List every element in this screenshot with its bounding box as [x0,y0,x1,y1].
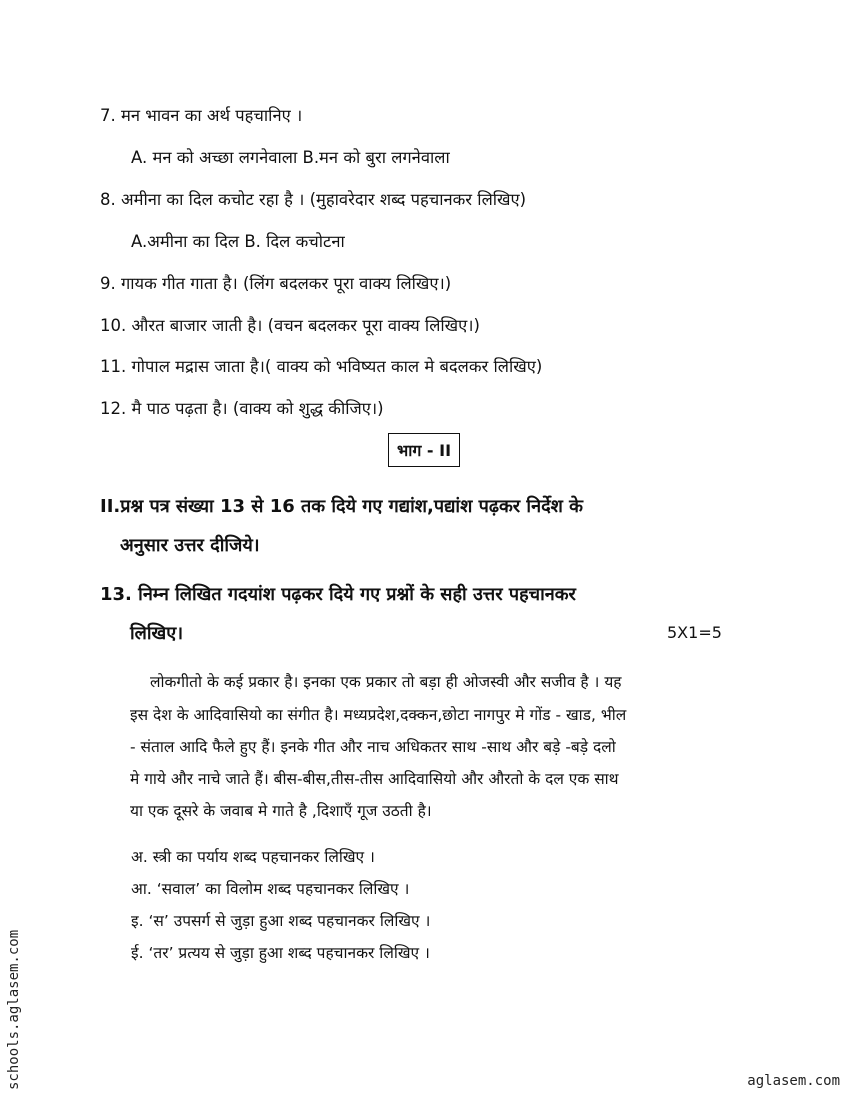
sub-question: इ. ‘स’ उपसर्ग से जुड़ा हुआ शब्द पहचानकर लिखिए । [131,912,431,930]
question-13-heading-line1: 13. निम्न लिखित गदयांश पढ़कर दिये गए प्रश्नों के सही उत्तर पहचानकर [100,584,576,605]
side-watermark: schools.aglasem.com [6,929,22,1090]
question-13-heading-line2: लिखिए। [130,623,184,644]
question-9: 9. गायक गीत गाता है। (लिंग बदलकर पूरा वाक्य लिखिए।) [100,274,452,293]
passage-line: या एक दूसरे के जवाब मे गाते है ,दिशाएँ गूज उठती है। [130,802,432,820]
passage-line: मे गाये और नाचे जाते हैं। बीस-बीस,तीस-तीस आदिवासियो और औरतो के दल एक साथ [130,770,619,788]
passage-line: लोकगीतो के कई प्रकार है। इनका एक प्रकार तो बड़ा ही ओजस्वी और सजीव है । यह [150,673,622,691]
sub-question: अ. स्त्री का पर्याय शब्द पहचानकर लिखिए । [131,848,375,866]
passage-line: - संताल आदि फैले हुए हैं। इनके गीत और नाच अधिकतर साथ -साथ और बड़े -बड़े दलो [130,738,616,756]
bottom-watermark: aglasem.com [747,1073,840,1089]
sub-question: ई. ‘तर’ प्रत्यय से जुड़ा हुआ शब्द पहचानकर लिखिए । [131,944,430,962]
question-13-marks: 5X1=5 [667,623,722,642]
question-11: 11. गोपाल मद्रास जाता है।( वाक्य को भविष्यत काल मे बदलकर लिखिए) [100,357,543,376]
question-8: 8. अमीना का दिल कचोट रहा है । (मुहावरेदार शब्द पहचानकर लिखिए) [100,190,527,209]
part-2-instruction-line1: II.प्रश्न पत्र संख्या 13 से 16 तक दिये गए गद्यांश,पद्यांश पढ़कर निर्देश के [100,496,583,517]
question-12: 12. मै पाठ पढ़ता है। (वाक्य को शुद्ध कीजिए।) [100,399,384,418]
passage-line: इस देश के आदिवासियो का संगीत है। मध्यप्रदेश,दक्कन,छोटा नागपुर मे गोंड - खाड, भील [130,706,627,724]
sub-question: आ. ‘सवाल’ का विलोम शब्द पहचानकर लिखिए । [131,880,410,898]
part-2-label: भाग - II [388,433,460,467]
part-2-instruction-line2: अनुसार उत्तर दीजिये। [120,535,260,556]
question-7-options: A. मन को अच्छा लगनेवाला B.मन को बुरा लगनेवाला [131,148,450,167]
question-10: 10. औरत बाजार जाती है। (वचन बदलकर पूरा वाक्य लिखिए।) [100,316,480,335]
question-7: 7. मन भावन का अर्थ पहचानिए । [100,106,303,125]
question-8-options: A.अमीना का दिल B. दिल कचोटना [131,232,345,251]
